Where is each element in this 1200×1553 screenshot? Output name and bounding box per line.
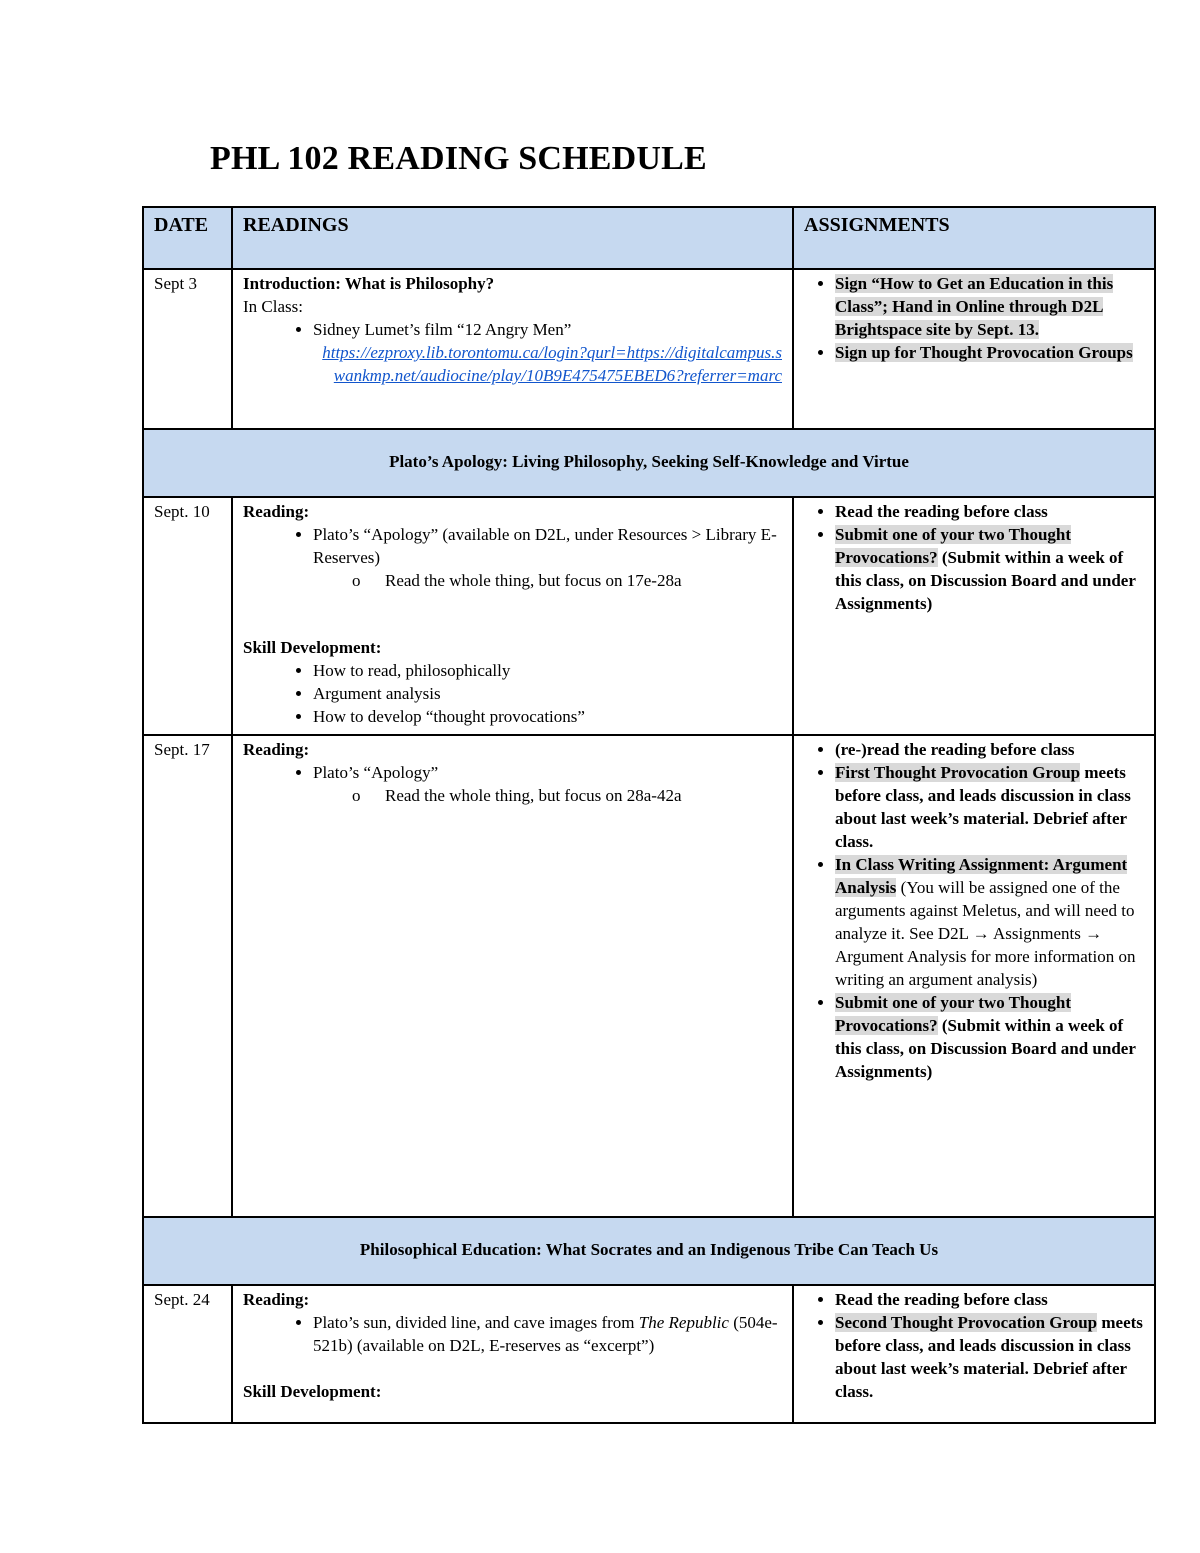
- assignments-cell: [793, 735, 1155, 1217]
- list-item: • Plato’s “Apology”: [313, 761, 782, 784]
- readings-list: [243, 318, 782, 341]
- readings-cell: [232, 1285, 793, 1423]
- page-title: PHL 102 READING SCHEDULE: [210, 140, 707, 177]
- assignments-list: [804, 272, 1144, 364]
- list-item: • Sign up for Thought Provocation Groups: [835, 341, 1144, 364]
- list-item: • (re-)read the reading before class: [835, 738, 1144, 761]
- readings-list: [243, 761, 782, 784]
- section-heading: Plato’s Apology: Living Philosophy, Seeking Self-Knowledge and Virtue: [143, 429, 1155, 497]
- list-item: • First Thought Provocation Group meets before class, and leads discussion in class about last week’s material. Debrief after class.: [835, 761, 1144, 853]
- row-date: Sept. 24: [143, 1285, 232, 1423]
- section-heading-row: [143, 429, 1155, 497]
- skill-development-label: Skill Development:: [243, 1382, 382, 1401]
- list-item: • Sign “How to Get an Education in this Class”; Hand in Online through D2L Brightspace site by Sept. 13.: [835, 272, 1144, 341]
- row-date: Sept 3: [143, 269, 232, 429]
- skill-development-label: Skill Development:: [243, 638, 382, 657]
- header-assignments: ASSIGNMENTS: [793, 207, 1155, 269]
- assignments-list: [804, 500, 1144, 615]
- list-item: • Argument analysis: [313, 682, 782, 705]
- list-item: o Read the whole thing, but focus on 17e-28a: [385, 569, 782, 592]
- readings-cell: [232, 269, 793, 429]
- list-item: • Read the reading before class: [835, 500, 1144, 523]
- list-item: • Submit one of your two Thought Provocations? (Submit within a week of this class, on Discussion Board and under Assignments): [835, 991, 1144, 1083]
- header-date: DATE: [143, 207, 232, 269]
- assignments-cell: [793, 269, 1155, 429]
- reading-schedule-table: [142, 206, 1156, 1424]
- list-item: • Sidney Lumet’s film “12 Angry Men”: [313, 318, 782, 341]
- list-item: • In Class Writing Assignment: Argument Analysis (You will be assigned one of the arguments against Meletus, and will need to analyze it. See D2L → Assignments → Argument Analysis for more information on writing an argument analysis): [835, 853, 1144, 991]
- assignments-cell: [793, 1285, 1155, 1423]
- section-heading-row: [143, 1217, 1155, 1285]
- row-date: Sept. 10: [143, 497, 232, 735]
- row-date: Sept. 17: [143, 735, 232, 1217]
- table-row: [143, 269, 1155, 429]
- list-item: o Read the whole thing, but focus on 28a-42a: [385, 784, 782, 807]
- reading-label: Reading:: [243, 740, 310, 759]
- assignments-list: [804, 738, 1144, 1083]
- table-row: [143, 735, 1155, 1217]
- readings-cell: [232, 497, 793, 735]
- sub-list: [243, 569, 782, 592]
- reading-label: Reading:: [243, 1290, 310, 1309]
- table-row: [143, 1285, 1155, 1423]
- in-class-label: In Class:: [243, 297, 303, 316]
- list-item: • Read the reading before class: [835, 1288, 1144, 1311]
- list-item: • Plato’s sun, divided line, and cave images from The Republic (504e-521b) (available on D2L, E-reserves as “excerpt”): [313, 1311, 782, 1357]
- list-item: • Submit one of your two Thought Provocations? (Submit within a week of this class, on Discussion Board and under Assignments): [835, 523, 1144, 615]
- list-item: • How to develop “thought provocations”: [313, 705, 782, 728]
- list-item: • Second Thought Provocation Group meets before class, and leads discussion in class about last week’s material. Debrief after class.: [835, 1311, 1144, 1403]
- skills-list: [243, 659, 782, 728]
- list-item: • Plato’s “Apology” (available on D2L, under Resources > Library E-Reserves): [313, 523, 782, 569]
- readings-list: [243, 1311, 782, 1357]
- section-heading: Philosophical Education: What Socrates and an Indigenous Tribe Can Teach Us: [143, 1217, 1155, 1285]
- sub-list: [243, 784, 782, 807]
- table-header-row: [143, 207, 1155, 269]
- readings-cell: [232, 735, 793, 1217]
- header-readings: READINGS: [232, 207, 793, 269]
- reading-label: Reading:: [243, 502, 310, 521]
- assignments-list: [804, 1288, 1144, 1403]
- film-link[interactable]: https://ezproxy.lib.torontomu.ca/login?qurl=https://digitalcampus.swankmp.net/audiocine/play/10B9E475475EBED6?referrer=marc: [322, 343, 782, 385]
- list-item: • How to read, philosophically: [313, 659, 782, 682]
- topic-heading: Introduction: What is Philosophy?: [243, 274, 495, 293]
- assignments-cell: [793, 497, 1155, 735]
- table-row: [143, 497, 1155, 735]
- readings-list: [243, 523, 782, 569]
